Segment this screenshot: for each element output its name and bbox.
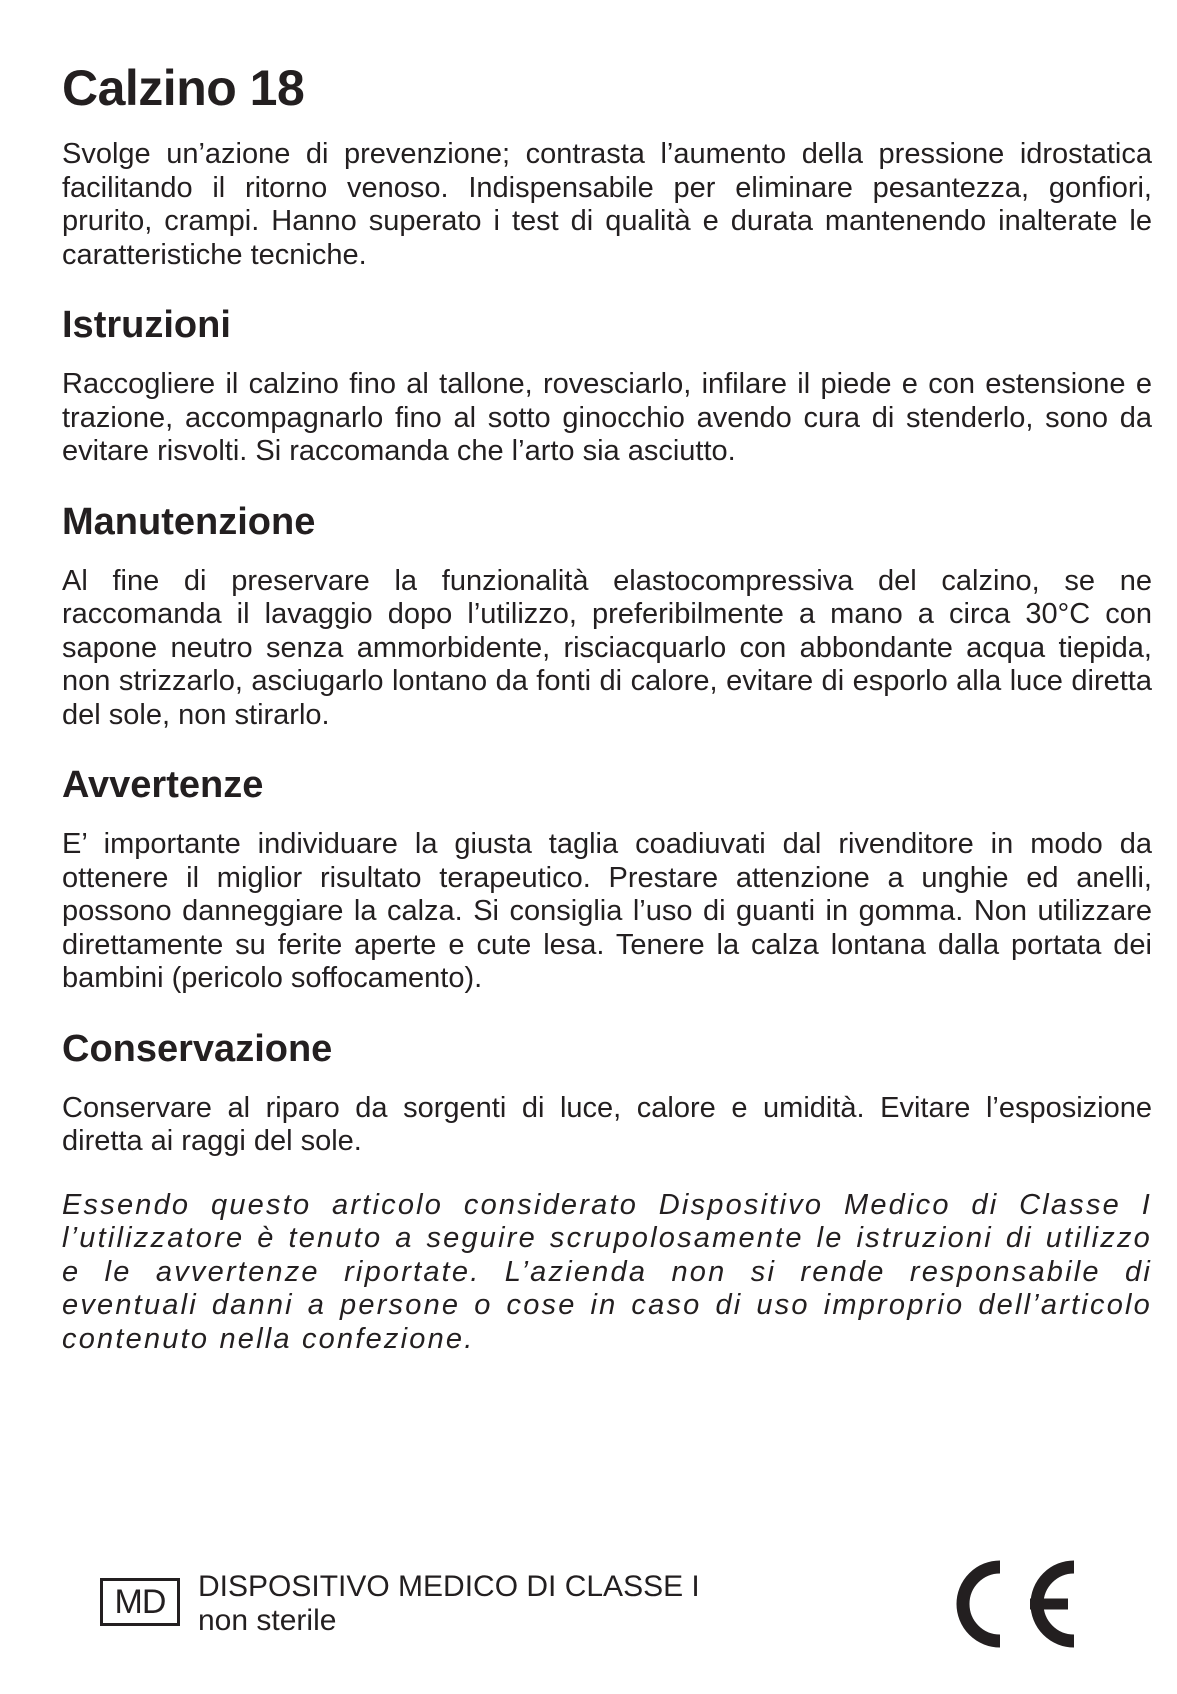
ce-mark-icon xyxy=(938,1555,1078,1653)
section-heading-manutenzione: Manutenzione xyxy=(62,500,316,543)
document-body xyxy=(62,58,1152,1356)
section-heading-avvertenze: Avvertenze xyxy=(62,764,264,806)
medical-device-footer xyxy=(100,1570,800,1640)
device-class-line: DISPOSITIVO MEDICO DI CLASSE I xyxy=(198,1570,700,1603)
device-class-label xyxy=(198,1570,700,1638)
document-title: Calzino 18 xyxy=(62,60,305,116)
section-text-istruzioni: Raccogliere il calzino fino al tallone, rovesciarlo, infilare il piede e con estensione e trazione, accompagnarlo fino al sotto ginocchio avendo cura di stenderlo, sono da evitare risvolti. Si raccomanda che l’arto sia asciutto. xyxy=(62,368,1152,467)
section-text-manutenzione: Al fine di preservare la funzionalità elastocompressiva del calzino, se ne raccomanda il lavaggio dopo l’utilizzo, preferibilmente a mano a circa 30°C con sapone neutro senza ammorbidente, risciacquarlo con abbondante acqua tiepida, non strizzarlo, asciugarlo lontano da fonti di calore, evitare di esporlo alla luce diretta del sole, non stirarlo. xyxy=(62,564,1152,731)
disclaimer-note: Essendo questo articolo considerato Dispositivo Medico di Classe I l’utilizzatore è tenuto a seguire scrupolosamente le istruzioni di utilizzo e le avvertenze riportate. L’azienda non si rende responsabile di eventuali danni a persone o cose in caso di uso improprio dell’articolo contenuto nella confezione. xyxy=(62,1188,1152,1355)
section-text-conservazione: Conservare al riparo da sorgenti di luce, calore e umidità. Evitare l’esposizione diretta ai raggi del sole. xyxy=(62,1091,1152,1157)
sterility-line: non sterile xyxy=(198,1604,337,1637)
md-symbol-icon: MD xyxy=(100,1578,180,1626)
section-text-avvertenze: E’ importante individuare la giusta taglia coadiuvati dal rivenditore in modo da ottenere il miglior risultato terapeutico. Prestare attenzione a unghie ed anelli, possono danneggiare la calza. Si consiglia l’uso di guanti in gomma. Non utilizzare direttamente su ferite aperte e cute lesa. Tenere la calza lontana dalla portata dei bambini (pericolo soffocamento). xyxy=(62,828,1152,994)
section-heading-conservazione: Conservazione xyxy=(62,1027,333,1070)
intro-paragraph: Svolge un’azione di prevenzione; contrasta l’aumento della pressione idrostatica facilitando il ritorno venoso. Indispensabile per eliminare pesantezza, gonfiori, prurito, crampi. Hanno superato i test di qualità e durata mantenendo inalterate le caratteristiche tecniche. xyxy=(62,138,1152,271)
section-heading-istruzioni: Istruzioni xyxy=(62,304,231,346)
